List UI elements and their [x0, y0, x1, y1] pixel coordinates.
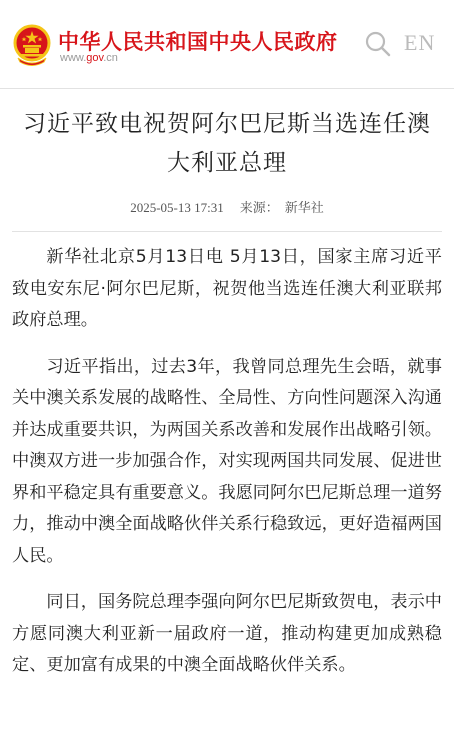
paragraph: 新华社北京5月13日电 5月13日，国家主席习近平致电安东尼·阿尔巴尼斯，祝贺他当选连任澳大利亚联邦政府总理。 [12, 247, 442, 330]
site-url[interactable] [60, 52, 118, 64]
article-title [0, 89, 454, 183]
url-domain: gov [86, 52, 104, 64]
url-prefix: www. [60, 52, 87, 64]
article-body [0, 232, 454, 682]
site-title[interactable]: 中华人民共和国中央人民政府 [58, 30, 338, 54]
national-emblem-icon[interactable] [12, 24, 52, 66]
language-switch-button[interactable]: EN [404, 30, 436, 55]
title-line-2: 大利亚总理 [167, 150, 287, 176]
article-meta [0, 197, 454, 216]
search-icon[interactable] [364, 30, 392, 58]
paragraph: 同日，国务院总理李强向阿尔巴尼斯致贺电，表示中方愿同澳大利亚新一届政府一道，推动构建更加成熟稳定、更加富有成果的中澳全面战略伙伴关系。 [12, 592, 442, 675]
site-header [0, 0, 454, 89]
url-suffix: .cn [103, 52, 118, 64]
paragraph: 习近平指出，过去3年，我曾同总理先生会晤，就事关中澳关系发展的战略性、全局性、方向性问题深入沟通并达成重要共识，为两国关系改善和发展作出战略引领。中澳双方进一步加强合作，对实现两国共同发展、促进世界和平稳定具有重要意义。我愿同阿尔巴尼斯总理一道努力，推动中澳全面战略伙伴关系行稳致远，更好造福两国人民。 [12, 356, 442, 566]
title-line-1: 习近平致电祝贺阿尔巴尼斯当选连任澳 [23, 111, 431, 137]
source-label: 来源： [239, 200, 279, 215]
source-value: 新华社 [284, 200, 324, 215]
publish-date: 2025-05-13 17:31 [130, 200, 224, 215]
